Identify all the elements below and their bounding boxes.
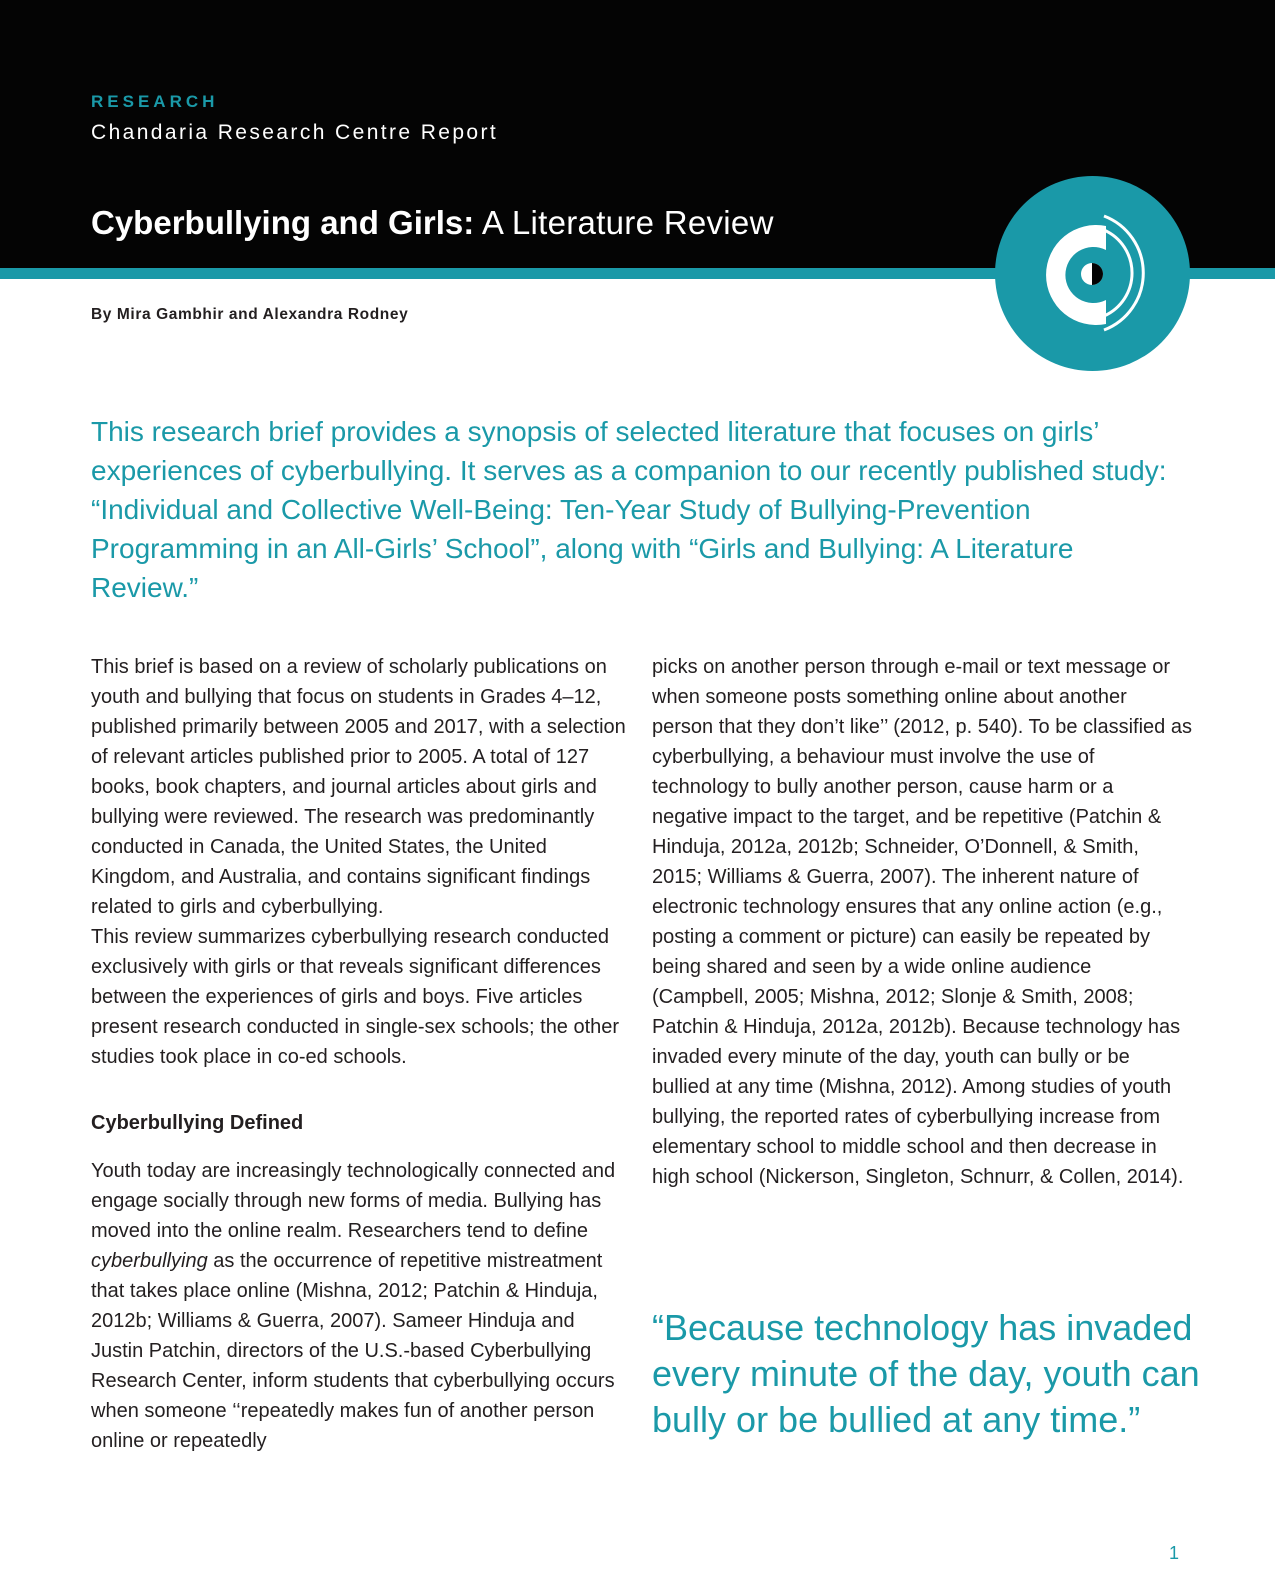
body-paragraph: This brief is based on a review of scholarly publications on youth and bullying that focus on students in Grades 4–12, published primarily between 2005 and 2017, with a selection of relevant articles published prior to 2005. A total of 127 books, book chapters, and journal articles about girls and bullying were reviewed. The research was predominantly conducted in Canada, the United States, the United Kingdom, and Australia, and contains significant findings related to girls and cyberbullying. [91,656,626,918]
section-label: RESEARCH [91,92,219,111]
byline: By Mira Gambhir and Alexandra Rodney [91,306,409,323]
document-title [91,204,774,242]
body-paragraph: This review summarizes cyberbullying research conducted exclusively with girls or that reveals significant differences between the experiences of girls and boys. Five articles present research conducted in single-sex schools; the other studies took place in co-ed schools. [91,926,620,1068]
series-title: Chandaria Research Centre Report [91,121,499,144]
left-column [91,652,626,1456]
pull-quote-text: “Because technology has invaded every minute of the day, youth can bully or be bullied at any time.” [652,1307,1200,1440]
intro-paragraph: This research brief provides a synopsis of selected literature that focuses on girls’ experiences of cyberbullying. It serves as a companion to our recently published study: “Individual and Collective Well-Being: Ten-Year Study of Bullying-Prevention Programming in an All-Girls’ School”, along with “Girls and Bullying: A Literature Review.” [91,416,1167,603]
section-heading: Cyberbullying Defined [91,1112,304,1134]
emphasis-term: cyberbullying [91,1250,208,1272]
title-main: Cyberbullying and Girls: [91,204,475,241]
page-number: 1 [1169,1543,1180,1563]
body-text: Youth today are increasingly technologically connected and engage socially through new forms of media. Bullying has moved into the online realm. Researchers tend to define [91,1160,616,1242]
right-column [652,652,1192,1192]
title-subtitle: A Literature Review [474,204,774,241]
chandaria-logo-icon [995,176,1190,371]
body-paragraph: picks on another person through e-mail or text message or when someone posts something online about another person that they don’t like’’ (2012, p. 540). To be classified as cyberbullying, a behaviour must involve the use of technology to bully another person, cause harm or a negative impact to the target, and be repetitive (Patchin & Hinduja, 2012a, 2012b; Schneider, O’Donnell, & Smith, 2015; Williams & Guerra, 2007). The inherent nature of electronic technology ensures that any online action (e.g., posting a comment or picture) can easily be repeated by being shared and seen by a wide online audience (Campbell, 2005; Mishna, 2012; Slonje & Smith, 2008; Patchin & Hinduja, 2012a, 2012b). Because technology has invaded every minute of the day, youth can bully or be bullied at any time (Mishna, 2012). Among studies of youth bullying, the reported rates of cyberbullying increase from elementary school to middle school and then decrease in high school (Nickerson, Singleton, Schnurr, & Collen, 2014). [652,656,1192,1188]
body-paragraph [91,1156,626,1456]
pull-quote [652,1305,1212,1443]
body-text: as the occurrence of repetitive mistreatment that takes place online (Mishna, 2012; Patchin & Hinduja, 2012b; Williams & Guerra, 2007). Sameer Hinduja and Justin Patchin, directors of the U.S.-based Cyberbullying Research Center, inform students that cyberbullying occurs when someone ‘‘repeatedly makes fun of another person online or repeatedly [91,1250,615,1452]
